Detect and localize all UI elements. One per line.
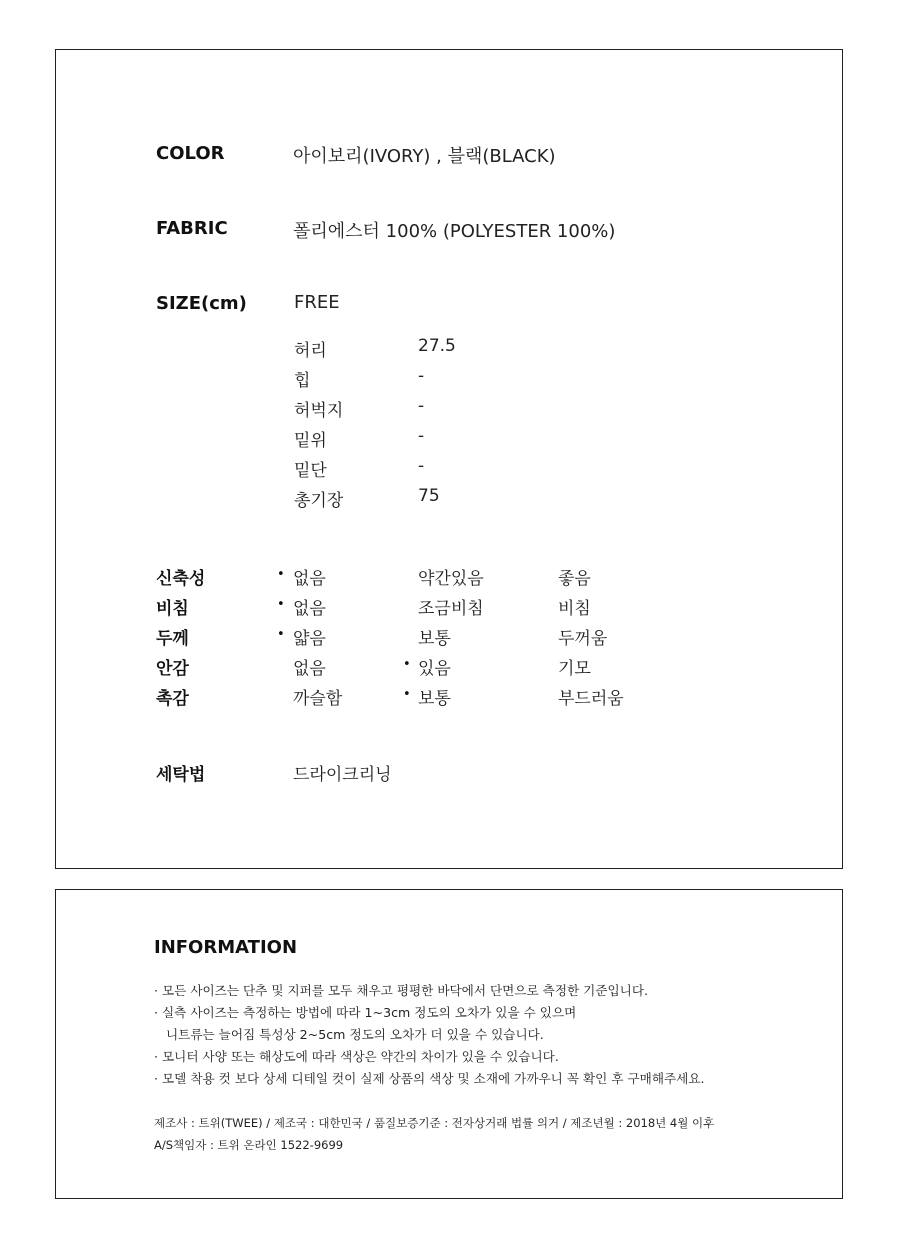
size-row-name: 밑단 <box>294 461 327 481</box>
fabric-label: FABRIC <box>156 218 228 239</box>
selected-bullet-icon: • <box>403 687 411 702</box>
size-header: FREE <box>294 292 340 313</box>
fabric-value: 폴리에스터 100% (POLYESTER 100%) <box>293 221 616 242</box>
washing-label: 세탁법 <box>156 765 206 785</box>
rating-option: 기모 <box>558 659 591 679</box>
size-row-name: 허리 <box>294 341 327 361</box>
washing-value: 드라이크리닝 <box>293 765 392 785</box>
as-contact-info: A/S책임자 : 트위 온라인 1522-9699 <box>154 1138 344 1152</box>
rating-option: 없음 <box>293 659 326 679</box>
size-row-name: 힙 <box>294 371 311 391</box>
rating-label-lining: 안감 <box>156 659 189 679</box>
rating-option: 있음 <box>418 659 451 679</box>
rating-label-stretch: 신축성 <box>156 569 206 589</box>
manufacturer-info: 제조사 : 트위(TWEE) / 제조국 : 대한민국 / 품질보증기준 : 전자상거래 법률 의거 / 제조년월 : 2018년 4월 이후 <box>154 1116 715 1130</box>
rating-label-touch: 촉감 <box>156 689 189 709</box>
rating-option: 없음 <box>293 599 326 619</box>
size-row-value: - <box>418 426 425 446</box>
rating-label-sheerness: 비침 <box>156 599 189 619</box>
rating-option: 없음 <box>293 569 326 589</box>
color-label: COLOR <box>156 143 225 164</box>
size-label: SIZE(cm) <box>156 293 247 314</box>
size-row-value: - <box>418 366 425 386</box>
rating-option: 좋음 <box>558 569 591 589</box>
size-row-value: - <box>418 396 425 416</box>
information-panel <box>55 889 843 1199</box>
size-row-value: - <box>418 456 425 476</box>
product-spec-panel <box>55 49 843 869</box>
rating-option: 약간있음 <box>418 569 484 589</box>
size-row-name: 밑위 <box>294 431 327 451</box>
rating-option: 보통 <box>418 689 451 709</box>
info-line: · 모든 사이즈는 단추 및 지퍼를 모두 채우고 평평한 바닥에서 단면으로 측정한 기준입니다. <box>154 983 649 998</box>
rating-option: 얇음 <box>293 629 326 649</box>
rating-label-thickness: 두께 <box>156 629 189 649</box>
information-title: INFORMATION <box>154 937 298 958</box>
selected-bullet-icon: • <box>403 657 411 672</box>
size-row-value: 27.5 <box>418 336 456 356</box>
rating-option: 보통 <box>418 629 451 649</box>
rating-option: 조금비침 <box>418 599 484 619</box>
size-row-name: 총기장 <box>294 491 344 511</box>
size-row-name: 허벅지 <box>294 401 344 421</box>
color-value: 아이보리(IVORY) , 블랙(BLACK) <box>293 146 556 167</box>
size-row-value: 75 <box>418 486 440 506</box>
rating-option: 두꺼움 <box>558 629 608 649</box>
info-line: 니트류는 늘어짐 특성상 2~5cm 정도의 오차가 더 있을 수 있습니다. <box>166 1027 544 1042</box>
info-line: · 모델 착용 컷 보다 상세 디테일 컷이 실제 상품의 색상 및 소재에 가까우니 꼭 확인 후 구매해주세요. <box>154 1071 705 1086</box>
rating-option: 비침 <box>558 599 591 619</box>
selected-bullet-icon: • <box>277 567 285 582</box>
rating-option: 까슬함 <box>293 689 343 709</box>
rating-option: 부드러움 <box>558 689 624 709</box>
info-line: · 실측 사이즈는 측정하는 방법에 따라 1~3cm 정도의 오차가 있을 수 있으며 <box>154 1005 577 1020</box>
selected-bullet-icon: • <box>277 627 285 642</box>
info-line: · 모니터 사양 또는 해상도에 따라 색상은 약간의 차이가 있을 수 있습니다. <box>154 1049 559 1064</box>
selected-bullet-icon: • <box>277 597 285 612</box>
